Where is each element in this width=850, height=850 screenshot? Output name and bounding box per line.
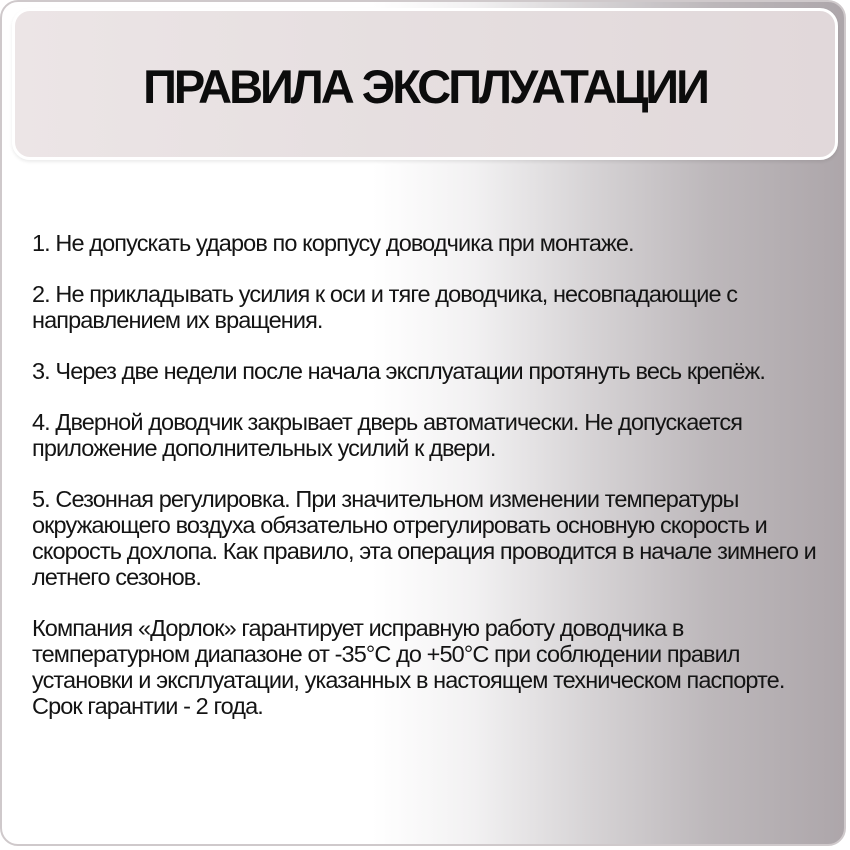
rule-item-5: 5. Сезонная регулировка. При значительном изменении температуры окружающего воздуха обязательно отрегулировать основную скорость и скорость дохлопа. Как правило, эта операция проводится в начале зимнего и летнего сезонов. <box>32 486 816 590</box>
rule-item-1: 1. Не допускать ударов по корпусу доводчика при монтаже. <box>32 230 634 256</box>
title-banner <box>12 8 838 160</box>
rule-item-3: 3. Через две недели после начала эксплуатации протянуть весь крепёж. <box>32 358 765 384</box>
page-title: ПРАВИЛА ЭКСПЛУАТАЦИИ <box>143 59 707 113</box>
rule-item-4: 4. Дверной доводчик закрывает дверь автоматически. Не допускается приложение дополнительных усилий к двери. <box>32 409 743 461</box>
rules-content <box>32 230 822 744</box>
warranty-text: Компания «Дорлок» гарантирует исправную работу доводчика в температурном диапазоне от -35°С до +50°С при соблюдении правил установки и эксплуатации, указанных в настоящем техническом паспорте. Срок гарантии - 2 года. <box>32 615 785 719</box>
rule-item-2: 2. Не прикладывать усилия к оси и тяге доводчика, несовпадающие с направлением их вращения. <box>32 281 738 333</box>
